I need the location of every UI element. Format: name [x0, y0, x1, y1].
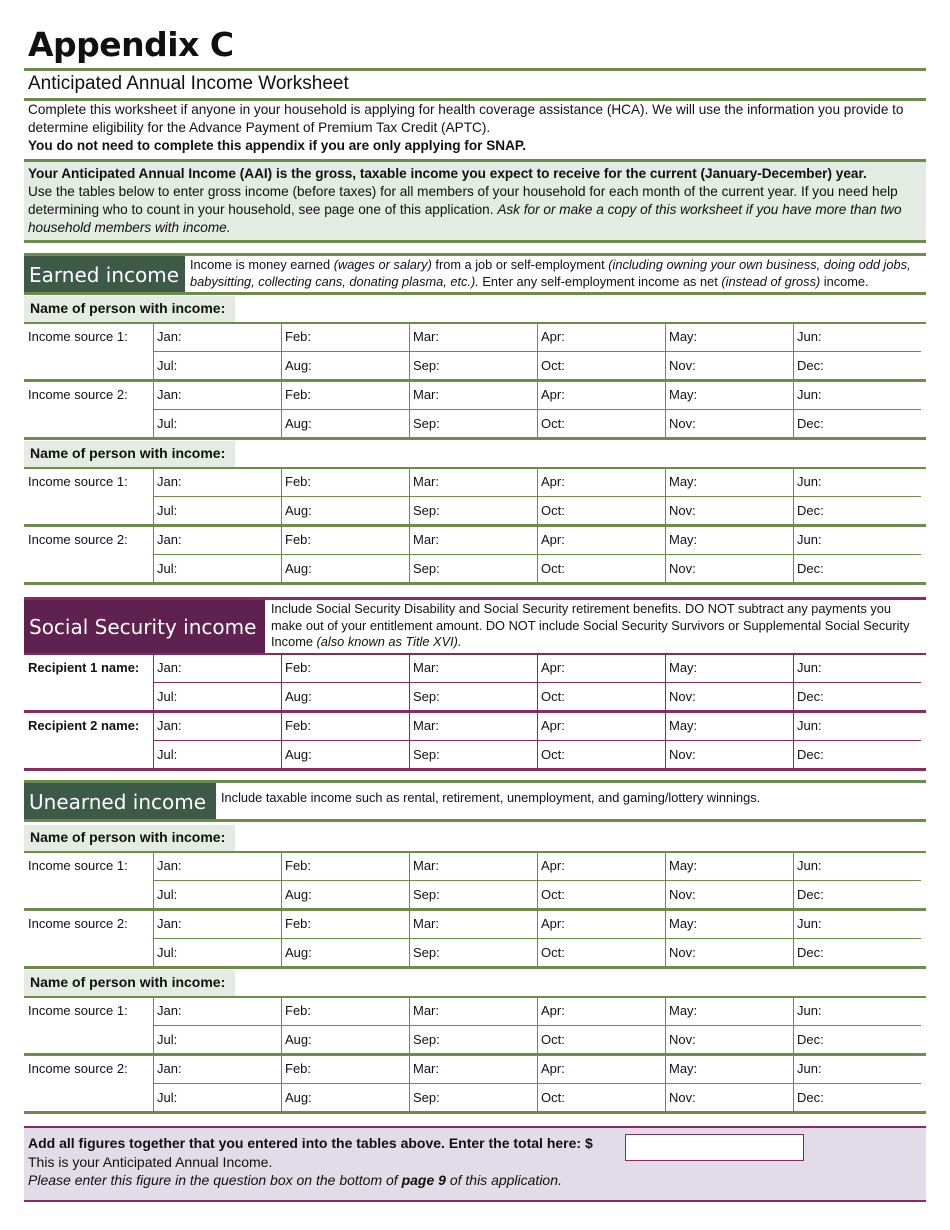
month-input-oct[interactable]: Oct:: [541, 503, 565, 518]
month-input-jul[interactable]: Jul:: [157, 1090, 178, 1105]
month-input-apr[interactable]: Apr:: [541, 718, 565, 733]
total-currency: $: [584, 1135, 593, 1151]
row-label: Income source 2:: [28, 1061, 128, 1076]
month-input-mar[interactable]: Mar:: [413, 916, 439, 931]
month-input-sep[interactable]: Sep:: [413, 561, 440, 576]
month-input-mar[interactable]: Mar:: [413, 1061, 439, 1076]
earned-person-1-name-label: Name of person with income:: [24, 296, 235, 322]
row-divider: [153, 1083, 921, 1084]
month-input-sep[interactable]: Sep:: [413, 503, 440, 518]
month-input-dec[interactable]: Dec:: [797, 689, 824, 704]
social-recipient-2: [24, 712, 926, 770]
row-label: Income source 2:: [28, 916, 128, 931]
total-section: [24, 1126, 926, 1202]
month-input-sep[interactable]: Sep:: [413, 358, 440, 373]
month-input-feb[interactable]: Feb:: [285, 474, 312, 489]
month-input-jan[interactable]: Jan:: [157, 660, 182, 675]
month-input-jun[interactable]: Jun:: [797, 916, 822, 931]
intro-line-1: Complete this worksheet if anyone in your household is applying for health coverage assistance (HCA). We will use the information you provide to determine eligibility for the Advance Payment of Premium Tax Credit (APTC).: [28, 102, 904, 135]
month-input-dec[interactable]: Dec:: [797, 945, 824, 960]
row-divider: [153, 938, 921, 939]
row-divider: [153, 496, 921, 497]
month-input-apr[interactable]: Apr:: [541, 660, 565, 675]
month-input-oct[interactable]: Oct:: [541, 1032, 565, 1047]
month-input-jan[interactable]: Jan:: [157, 474, 182, 489]
month-input-sep[interactable]: Sep:: [413, 1032, 440, 1047]
month-input-sep[interactable]: Sep:: [413, 416, 440, 431]
month-input-jun[interactable]: Jun:: [797, 1061, 822, 1076]
month-input-jul[interactable]: Jul:: [157, 887, 178, 902]
row-divider: [153, 740, 921, 741]
row-divider: [153, 682, 921, 683]
month-input-jan[interactable]: Jan:: [157, 1003, 182, 1018]
month-input-jul[interactable]: Jul:: [157, 945, 178, 960]
social-security-label: Social Security income: [24, 600, 265, 654]
month-input-jan[interactable]: Jan:: [157, 329, 182, 344]
month-input-feb[interactable]: Feb:: [285, 858, 312, 873]
month-input-jan[interactable]: Jan:: [157, 532, 182, 547]
month-input-nov[interactable]: Nov:: [669, 561, 696, 576]
month-input-sep[interactable]: Sep:: [413, 887, 440, 902]
earned-desc-d: (including owning your own business, doing odd jobs, babysitting, collecting cans, donating plasma, etc.).: [190, 257, 911, 289]
earned-desc-f: (instead of gross): [721, 273, 821, 289]
row-divider: [153, 880, 921, 881]
month-input-oct[interactable]: Oct:: [541, 416, 565, 431]
month-input-mar[interactable]: Mar:: [413, 660, 439, 675]
row-divider: [153, 351, 921, 352]
month-input-feb[interactable]: Feb:: [285, 387, 312, 402]
month-input-oct[interactable]: Oct:: [541, 561, 565, 576]
month-input-mar[interactable]: Mar:: [413, 474, 439, 489]
month-input-may[interactable]: May:: [669, 387, 698, 402]
unearned-person-2-source-2: [24, 1055, 926, 1113]
month-input-feb[interactable]: Feb:: [285, 916, 312, 931]
month-input-jun[interactable]: Jun:: [797, 718, 822, 733]
social-security-header: [24, 597, 926, 655]
row-label: Income source 1:: [28, 474, 128, 489]
page-title: Appendix C: [28, 25, 234, 64]
unearned-income-description: Include taxable income such as rental, retirement, unemployment, and gaming/lottery winnings.: [221, 790, 761, 805]
earned-desc-b: (wages or salary): [333, 257, 432, 272]
earned-person-1-source-1: [24, 323, 926, 381]
row-label: Income source 2:: [28, 532, 128, 547]
month-input-aug[interactable]: Aug:: [285, 416, 312, 431]
month-input-may[interactable]: May:: [669, 718, 698, 733]
month-input-may[interactable]: May:: [669, 660, 698, 675]
month-input-apr[interactable]: Apr:: [541, 1003, 565, 1018]
month-input-apr[interactable]: Apr:: [541, 532, 565, 547]
month-input-may[interactable]: May:: [669, 474, 698, 489]
month-input-aug[interactable]: Aug:: [285, 1032, 312, 1047]
month-input-jul[interactable]: Jul:: [157, 503, 178, 518]
month-input-oct[interactable]: Oct:: [541, 747, 565, 762]
month-input-may[interactable]: May:: [669, 916, 698, 931]
month-input-aug[interactable]: Aug:: [285, 945, 312, 960]
month-input-dec[interactable]: Dec:: [797, 561, 824, 576]
unearned-person-1-name-label: Name of person with income:: [24, 825, 235, 851]
earned-desc-g: income.: [820, 273, 869, 289]
month-input-may[interactable]: May:: [669, 858, 698, 873]
month-input-dec[interactable]: Dec:: [797, 1090, 824, 1105]
month-input-sep[interactable]: Sep:: [413, 689, 440, 704]
month-input-mar[interactable]: Mar:: [413, 329, 439, 344]
month-input-oct[interactable]: Oct:: [541, 1090, 565, 1105]
row-divider: [153, 554, 921, 555]
month-input-nov[interactable]: Nov:: [669, 358, 696, 373]
unearned-income-label: Unearned income: [24, 783, 216, 820]
total-line-3: [28, 1171, 922, 1190]
month-input-may[interactable]: May:: [669, 532, 698, 547]
month-input-apr[interactable]: Apr:: [541, 858, 565, 873]
unearned-person-2-source-1: [24, 997, 926, 1055]
unearned-person-1-source-1: [24, 852, 926, 910]
social-desc-italic: (also known as Title XVI).: [316, 634, 462, 649]
month-input-jun[interactable]: Jun:: [797, 1003, 822, 1018]
month-input-jul[interactable]: Jul:: [157, 416, 178, 431]
month-input-oct[interactable]: Oct:: [541, 945, 565, 960]
month-input-nov[interactable]: Nov:: [669, 887, 696, 902]
earned-desc-e: Enter any self-employment income as net: [478, 273, 722, 289]
unearned-bottom-rule: [24, 819, 926, 822]
unearned-person-2-name-label: Name of person with income:: [24, 970, 235, 996]
month-input-feb[interactable]: Feb:: [285, 329, 312, 344]
social-recipient-1: [24, 654, 926, 712]
social-desc: Include Social Security Disability and Social Security retirement benefits. DO NOT subtract any payments you make out of your entitlement amount. DO NOT include Social Security Survivors or Supplemental Social Security Income: [271, 601, 910, 649]
total-line-2: This is your Anticipated Annual Income.: [28, 1153, 273, 1170]
month-input-jan[interactable]: Jan:: [157, 387, 182, 402]
unearned-income-header: [24, 780, 926, 822]
month-input-jun[interactable]: Jun:: [797, 858, 822, 873]
month-input-nov[interactable]: Nov:: [669, 1090, 696, 1105]
intro-line-2: You do not need to complete this appendix if you are only applying for SNAP.: [28, 138, 526, 153]
month-input-dec[interactable]: Dec:: [797, 887, 824, 902]
month-input-mar[interactable]: Mar:: [413, 1003, 439, 1018]
aai-body-text: Use the tables below to enter gross income (before taxes) for all members of your household for each month of the current year. If you need help determining who to count in your household, see page one of this application.: [28, 184, 898, 217]
month-input-may[interactable]: May:: [669, 1003, 698, 1018]
month-input-aug[interactable]: Aug:: [285, 561, 312, 576]
month-input-apr[interactable]: Apr:: [541, 1061, 565, 1076]
total-instruction: Add all figures together that you entered into the tables above. Enter the total here:: [28, 1135, 582, 1151]
month-input-nov[interactable]: Nov:: [669, 945, 696, 960]
month-input-apr[interactable]: Apr:: [541, 329, 565, 344]
group-bottom-rule: [24, 1111, 926, 1114]
row-divider: [153, 409, 921, 410]
month-input-feb[interactable]: Feb:: [285, 660, 312, 675]
row-label: Income source 2:: [28, 387, 128, 402]
month-input-oct[interactable]: Oct:: [541, 689, 565, 704]
total-line-3c: of this application.: [445, 1172, 562, 1188]
row-label: Income source 1:: [28, 1003, 128, 1018]
month-input-nov[interactable]: Nov:: [669, 1032, 696, 1047]
month-input-sep[interactable]: Sep:: [413, 945, 440, 960]
month-input-apr[interactable]: Apr:: [541, 916, 565, 931]
earned-person-2-name-label: Name of person with income:: [24, 441, 235, 467]
group-bottom-rule: [24, 437, 926, 440]
month-input-oct[interactable]: Oct:: [541, 887, 565, 902]
aai-info-box: [24, 159, 926, 243]
month-input-aug[interactable]: Aug:: [285, 503, 312, 518]
month-input-nov[interactable]: Nov:: [669, 503, 696, 518]
month-input-jul[interactable]: Jul:: [157, 747, 178, 762]
earned-person-2-source-1: [24, 468, 926, 526]
earned-person-2-source-2: [24, 526, 926, 584]
page-subtitle: Anticipated Annual Income Worksheet: [28, 73, 349, 94]
month-input-jul[interactable]: Jul:: [157, 358, 178, 373]
row-divider: [153, 1025, 921, 1026]
month-input-mar[interactable]: Mar:: [413, 387, 439, 402]
month-input-nov[interactable]: Nov:: [669, 747, 696, 762]
month-input-jan[interactable]: Jan:: [157, 858, 182, 873]
earned-desc-c: from a job or self-employment: [431, 257, 609, 272]
earned-income-label: Earned income: [24, 256, 185, 293]
month-input-may[interactable]: May:: [669, 329, 698, 344]
social-security-description: [267, 599, 926, 653]
group-bottom-rule: [24, 768, 926, 771]
intro-text: [28, 101, 923, 155]
earned-income-description: [186, 255, 926, 292]
month-input-dec[interactable]: Dec:: [797, 358, 824, 373]
month-input-dec[interactable]: Dec:: [797, 503, 824, 518]
row-label: Recipient 1 name:: [28, 660, 140, 675]
row-label: Income source 1:: [28, 329, 128, 344]
month-input-feb[interactable]: Feb:: [285, 1061, 312, 1076]
month-input-jun[interactable]: Jun:: [797, 474, 822, 489]
group-bottom-rule: [24, 966, 926, 969]
month-input-aug[interactable]: Aug:: [285, 747, 312, 762]
month-input-mar[interactable]: Mar:: [413, 532, 439, 547]
month-input-apr[interactable]: Apr:: [541, 387, 565, 402]
total-page-ref: page 9: [401, 1172, 446, 1188]
month-input-dec[interactable]: Dec:: [797, 416, 824, 431]
month-input-aug[interactable]: Aug:: [285, 887, 312, 902]
earned-bottom-rule: [24, 292, 926, 295]
month-input-oct[interactable]: Oct:: [541, 358, 565, 373]
total-line-3a: Please enter this figure in the question box on the bottom of: [28, 1172, 402, 1188]
month-input-jun[interactable]: Jun:: [797, 387, 822, 402]
month-input-aug[interactable]: Aug:: [285, 689, 312, 704]
earned-person-1-source-2: [24, 381, 926, 439]
row-label: Recipient 2 name:: [28, 718, 140, 733]
month-input-dec[interactable]: Dec:: [797, 747, 824, 762]
month-input-may[interactable]: May:: [669, 1061, 698, 1076]
month-input-jan[interactable]: Jan:: [157, 916, 182, 931]
month-input-nov[interactable]: Nov:: [669, 416, 696, 431]
month-input-jul[interactable]: Jul:: [157, 561, 178, 576]
month-input-feb[interactable]: Feb:: [285, 718, 312, 733]
month-input-feb[interactable]: Feb:: [285, 1003, 312, 1018]
month-input-aug[interactable]: Aug:: [285, 358, 312, 373]
month-input-feb[interactable]: Feb:: [285, 532, 312, 547]
month-input-nov[interactable]: Nov:: [669, 689, 696, 704]
month-input-jan[interactable]: Jan:: [157, 1061, 182, 1076]
earned-income-header: [24, 253, 926, 293]
row-label: Income source 1:: [28, 858, 128, 873]
aai-italic-text: Ask for or make a copy of this worksheet if you have more than two household members with income.: [28, 202, 902, 235]
month-input-jul[interactable]: Jul:: [157, 1032, 178, 1047]
month-input-mar[interactable]: Mar:: [413, 718, 439, 733]
month-input-aug[interactable]: Aug:: [285, 1090, 312, 1105]
month-input-apr[interactable]: Apr:: [541, 474, 565, 489]
earned-desc-a: Income is money earned: [190, 257, 334, 272]
month-input-jul[interactable]: Jul:: [157, 689, 178, 704]
month-input-jun[interactable]: Jun:: [797, 660, 822, 675]
month-input-dec[interactable]: Dec:: [797, 1032, 824, 1047]
unearned-person-1-source-2: [24, 910, 926, 968]
month-input-sep[interactable]: Sep:: [413, 747, 440, 762]
month-input-jan[interactable]: Jan:: [157, 718, 182, 733]
month-input-jun[interactable]: Jun:: [797, 329, 822, 344]
month-input-mar[interactable]: Mar:: [413, 858, 439, 873]
group-bottom-rule: [24, 582, 926, 585]
title-rule: [24, 68, 926, 71]
aai-bold-text: Your Anticipated Annual Income (AAI) is the gross, taxable income you expect to receive for the current (January-December) year.: [28, 166, 867, 181]
total-amount-input[interactable]: [625, 1134, 804, 1161]
month-input-jun[interactable]: Jun:: [797, 532, 822, 547]
month-input-sep[interactable]: Sep:: [413, 1090, 440, 1105]
